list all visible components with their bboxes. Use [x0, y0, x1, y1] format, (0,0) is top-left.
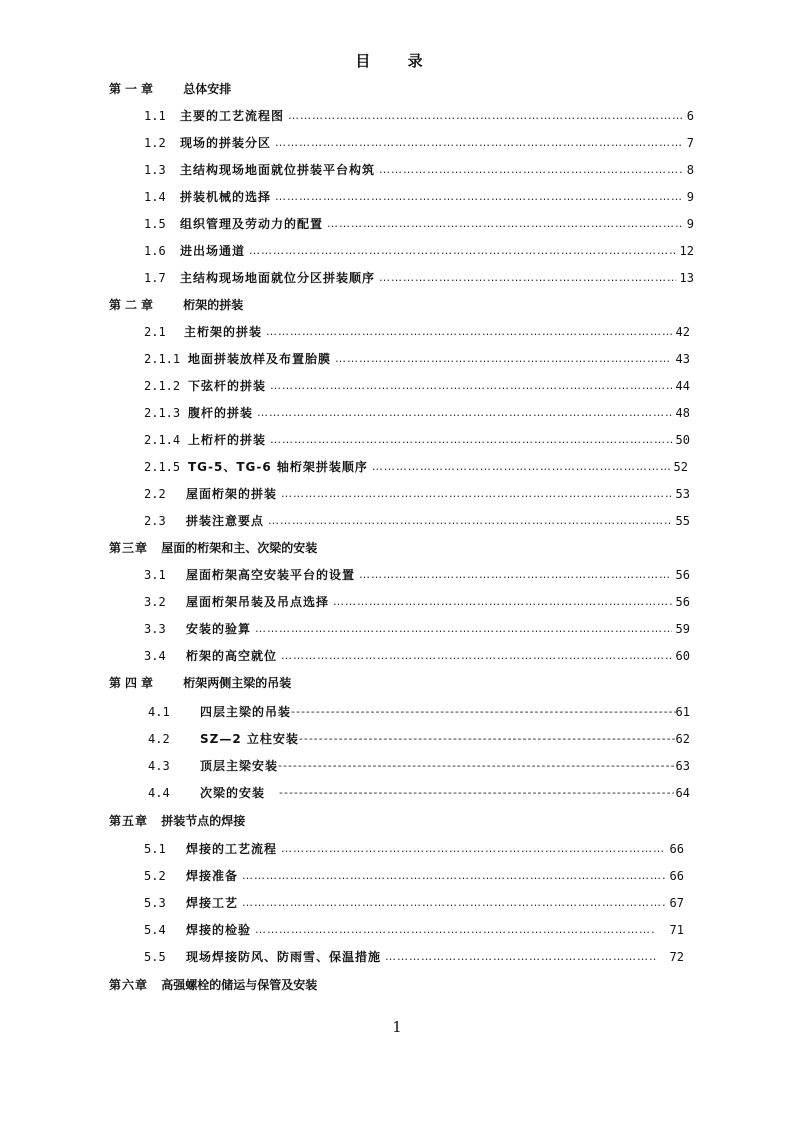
chapter-heading[interactable] [109, 80, 231, 98]
entry-page: 60 [675, 649, 690, 663]
entry-label: 现场的拼装分区 [180, 136, 272, 150]
entry-number: 4.1 [148, 705, 170, 719]
toc-entry[interactable] [144, 620, 690, 638]
dot-leader [270, 377, 672, 395]
toc-entry[interactable] [144, 458, 688, 476]
entry-label: 进出场通道 [180, 244, 246, 258]
dot-leader [327, 215, 683, 233]
toc-entry[interactable] [144, 377, 690, 395]
entry-number: 3.2 [144, 595, 166, 609]
entry-page: 53 [675, 487, 690, 501]
entry-number: 3.3 [144, 622, 166, 636]
dot-leader [268, 512, 672, 530]
entry-label: 地面拼装放样及布置胎膜 [188, 352, 332, 366]
toc-entry[interactable] [144, 948, 684, 966]
entry-page: 66 [669, 842, 684, 856]
entry-label: 次梁的安装 [200, 786, 266, 800]
entry-label: 组织管理及劳动力的配置 [180, 217, 324, 231]
dash-leader [279, 784, 674, 802]
dot-leader [249, 242, 676, 260]
dot-leader [372, 458, 670, 476]
dot-leader [281, 647, 672, 665]
entry-label: 拼装机械的选择 [180, 190, 272, 204]
chapter-title: 高强螺栓的储运与保管及安装 [161, 978, 318, 992]
toc-entry[interactable] [144, 894, 684, 912]
dot-leader [275, 188, 683, 206]
entry-number: 5.1 [144, 842, 166, 856]
toc-entry[interactable] [144, 269, 694, 287]
toc-entry[interactable] [144, 134, 694, 152]
chapter-title: 拼装节点的焊接 [161, 814, 246, 828]
entry-label: 拼装注意要点 [186, 514, 265, 528]
entry-label: 屋面桁架的拼装 [186, 487, 278, 501]
entry-number: 5.3 [144, 896, 166, 910]
entry-page: 62 [675, 732, 690, 746]
entry-number: 3.1 [144, 568, 166, 582]
chapter-heading[interactable] [109, 812, 245, 830]
dot-leader [379, 161, 683, 179]
chapter-number: 第四章 [109, 676, 158, 690]
entry-page: 56 [675, 595, 690, 609]
page-number: 1 [392, 1018, 402, 1036]
dot-leader [255, 921, 656, 939]
entry-page: 55 [675, 514, 690, 528]
dot-leader [255, 620, 672, 638]
chapter-number: 第六章 [109, 978, 149, 992]
toc-entry[interactable] [144, 431, 690, 449]
toc-entry[interactable] [148, 784, 690, 802]
entry-page: 52 [673, 460, 688, 474]
entry-page: 48 [675, 406, 690, 420]
entry-label: 主桁架的拼装 [184, 325, 263, 339]
entry-number: 1.5 [144, 217, 166, 231]
entry-page: 8 [686, 163, 694, 177]
toc-entry[interactable] [144, 921, 684, 939]
dot-leader [242, 867, 666, 885]
toc-entry[interactable] [144, 404, 690, 422]
entry-label: 下弦杆的拼装 [188, 379, 267, 393]
chapter-heading[interactable] [109, 296, 243, 314]
toc-entry[interactable] [148, 757, 690, 775]
entry-label: 顶层主梁安装 [200, 759, 279, 773]
entry-label: 屋面桁架吊装及吊点选择 [186, 595, 330, 609]
toc-entry[interactable] [144, 647, 690, 665]
entry-label: 焊接准备 [186, 869, 239, 883]
chapter-title: 桁架的拼装 [183, 298, 244, 312]
toc-entry[interactable] [144, 512, 690, 530]
dot-leader [288, 107, 683, 125]
toc-entry[interactable] [144, 215, 694, 233]
dot-leader [333, 593, 672, 611]
toc-entry[interactable] [144, 161, 694, 179]
dot-leader [359, 566, 672, 584]
chapter-title: 总体安排 [183, 82, 232, 96]
chapter-heading[interactable] [109, 539, 317, 557]
entry-label: 安装的验算 [186, 622, 252, 636]
entry-label: 主结构现场地面就位分区拼装顺序 [180, 271, 376, 285]
entry-number: 4.3 [148, 759, 170, 773]
entry-number: 5.4 [144, 923, 166, 937]
entry-number: 1.3 [144, 163, 166, 177]
entry-number: 5.2 [144, 869, 166, 883]
entry-page: 64 [675, 786, 690, 800]
chapter-number: 第二章 [109, 298, 158, 312]
entry-label: 上桁杆的拼装 [188, 433, 267, 447]
entry-label: 主要的工艺流程图 [180, 109, 285, 123]
entry-number: 1.7 [144, 271, 166, 285]
entry-page: 71 [669, 923, 684, 937]
entry-number: 1.4 [144, 190, 166, 204]
entry-number: 4.2 [148, 732, 170, 746]
entry-number: 2.1.2 [144, 379, 181, 393]
dash-leader [299, 730, 676, 748]
chapter-title: 屋面的桁架和主、次梁的安装 [161, 541, 318, 555]
toc-entry[interactable] [144, 107, 694, 125]
entry-page: 9 [686, 190, 694, 204]
chapter-number: 第五章 [109, 814, 149, 828]
dash-leader [278, 757, 676, 775]
dot-leader [385, 948, 656, 966]
toc-entry[interactable] [144, 188, 694, 206]
entry-number: 2.1.1 [144, 352, 181, 366]
toc-entry[interactable] [144, 242, 694, 260]
entry-page: 50 [675, 433, 690, 447]
entry-label: 四层主梁的吊装 [200, 705, 292, 719]
chapter-number: 第一章 [109, 82, 158, 96]
entry-label: 焊接的工艺流程 [186, 842, 278, 856]
dot-leader [281, 840, 666, 858]
entry-page: 59 [675, 622, 690, 636]
chapter-heading[interactable] [109, 674, 291, 692]
dot-leader [275, 134, 683, 152]
entry-page: 13 [679, 271, 694, 285]
entry-label: 桁架的高空就位 [186, 649, 278, 663]
entry-page: 9 [686, 217, 694, 231]
entry-page: 67 [669, 896, 684, 910]
entry-label: SZ—2 立柱安装 [200, 732, 299, 746]
toc-entry[interactable] [144, 840, 684, 858]
dot-leader [335, 350, 672, 368]
entry-number: 1.6 [144, 244, 166, 258]
entry-page: 44 [675, 379, 690, 393]
entry-page: 61 [675, 705, 690, 719]
entry-page: 56 [675, 568, 690, 582]
entry-page: 66 [669, 869, 684, 883]
dot-leader [257, 404, 672, 422]
entry-label: 主结构现场地面就位拼装平台构筑 [180, 163, 376, 177]
entry-label: 现场焊接防风、防雨雪、保温措施 [186, 950, 382, 964]
entry-number: 2.1.3 [144, 406, 181, 420]
entry-label: 焊接的检验 [186, 923, 252, 937]
entry-label: 腹杆的拼装 [188, 406, 254, 420]
entry-number: 2.1 [144, 325, 166, 339]
entry-number: 4.4 [148, 786, 170, 800]
entry-page: 7 [686, 136, 694, 150]
dot-leader [379, 269, 676, 287]
dot-leader [270, 431, 672, 449]
toc-entry[interactable] [144, 350, 690, 368]
toc-entry[interactable] [144, 566, 690, 584]
entry-label: 焊接工艺 [186, 896, 239, 910]
entry-page: 72 [669, 950, 684, 964]
dash-leader [291, 703, 676, 721]
entry-number: 2.3 [144, 514, 166, 528]
entry-page: 43 [675, 352, 690, 366]
toc-entry[interactable] [144, 323, 690, 341]
chapter-title: 桁架两侧主梁的吊装 [183, 676, 292, 690]
entry-label: 屋面桁架高空安装平台的设置 [186, 568, 356, 582]
entry-page: 6 [686, 109, 694, 123]
toc-entry[interactable] [144, 867, 684, 885]
dot-leader [281, 485, 672, 503]
toc-entry[interactable] [148, 703, 690, 721]
entry-number: 2.2 [144, 487, 166, 501]
entry-number: 1.1 [144, 109, 166, 123]
entry-number: 5.5 [144, 950, 166, 964]
entry-number: 2.1.4 [144, 433, 181, 447]
chapter-number: 第三章 [109, 541, 149, 555]
toc-entry[interactable] [144, 593, 690, 611]
chapter-heading[interactable] [109, 976, 317, 994]
dot-leader [242, 894, 666, 912]
entry-page: 42 [675, 325, 690, 339]
entry-number: 2.1.5 [144, 460, 181, 474]
entry-label: TG-5、TG-6 轴桁架拼装顺序 [188, 460, 368, 474]
dot-leader [266, 323, 672, 341]
entry-page: 12 [679, 244, 694, 258]
toc-title: 目 录 [355, 52, 439, 70]
toc-entry[interactable] [144, 485, 690, 503]
entry-number: 3.4 [144, 649, 166, 663]
entry-page: 63 [675, 759, 690, 773]
entry-number: 1.2 [144, 136, 166, 150]
toc-entry[interactable] [148, 730, 690, 748]
